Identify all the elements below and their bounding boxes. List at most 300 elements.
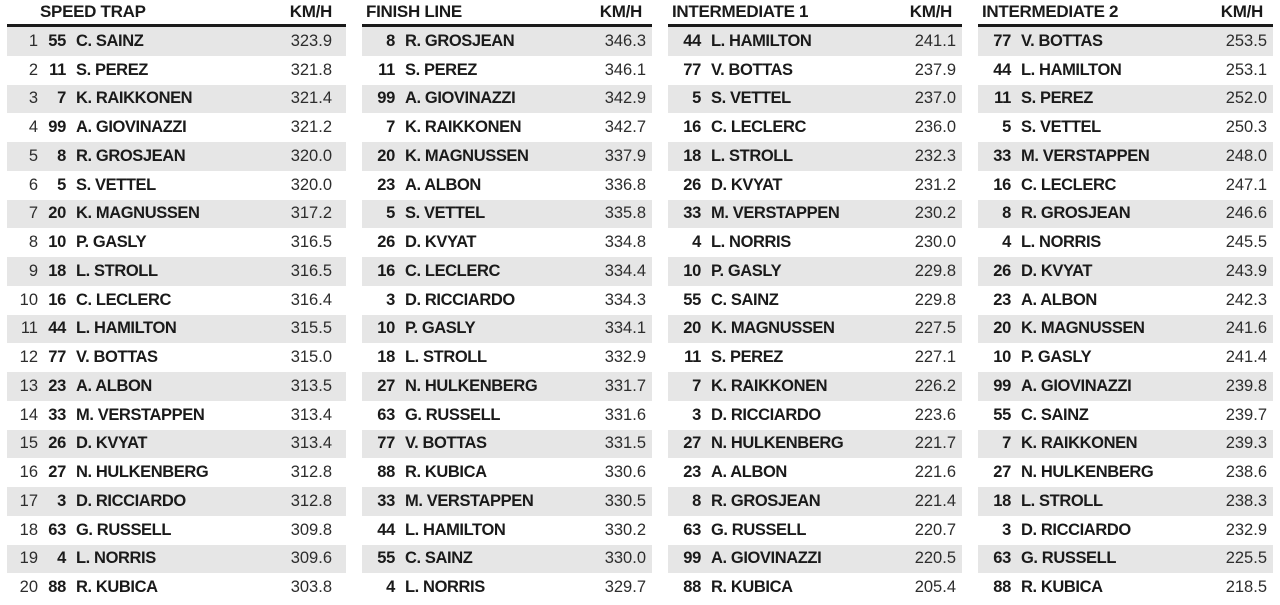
table-row xyxy=(668,545,962,574)
table-header-intermediate-1 xyxy=(668,0,962,27)
car-number-cell: 77 xyxy=(683,60,701,79)
speed-value-cell: 241.6 xyxy=(1225,319,1267,338)
table-header-finish-line xyxy=(362,0,652,27)
table-row xyxy=(362,545,652,574)
driver-name-cell: L. NORRIS xyxy=(1021,233,1101,252)
table-row xyxy=(362,27,652,56)
driver-name-cell: K. MAGNUSSEN xyxy=(1021,319,1145,338)
table-row xyxy=(978,228,1273,257)
speed-value-cell: 253.5 xyxy=(1225,31,1267,50)
table-row xyxy=(7,171,346,200)
driver-name-cell: R. KUBICA xyxy=(76,578,158,597)
table-row xyxy=(7,85,346,114)
table-row xyxy=(978,458,1273,487)
speed-value-cell: 205.4 xyxy=(914,578,956,597)
car-number-cell: 33 xyxy=(993,146,1011,165)
speed-value-cell: 312.8 xyxy=(290,491,332,510)
position-cell: 18 xyxy=(19,520,38,539)
table-row xyxy=(978,315,1273,344)
driver-name-cell: K. MAGNUSSEN xyxy=(711,319,835,338)
driver-name-cell: S. VETTEL xyxy=(711,89,791,108)
speed-value-cell: 315.0 xyxy=(290,348,332,367)
position-cell: 13 xyxy=(19,376,38,395)
position-cell: 17 xyxy=(19,491,38,510)
car-number-cell: 8 xyxy=(57,146,66,165)
car-number-cell: 27 xyxy=(993,463,1011,482)
table-header-intermediate-2 xyxy=(978,0,1273,27)
driver-name-cell: R. KUBICA xyxy=(711,578,793,597)
speed-value-cell: 229.8 xyxy=(914,290,956,309)
speed-value-cell: 346.3 xyxy=(604,31,646,50)
car-number-cell: 44 xyxy=(683,31,701,50)
table-row xyxy=(362,113,652,142)
table-row xyxy=(978,545,1273,574)
position-cell: 14 xyxy=(19,405,38,424)
driver-name-cell: C. LECLERC xyxy=(405,261,501,280)
car-number-cell: 63 xyxy=(48,520,66,539)
table-row xyxy=(978,573,1273,602)
speed-value-cell: 253.1 xyxy=(1225,60,1267,79)
speed-value-cell: 230.0 xyxy=(914,233,956,252)
table-row xyxy=(978,142,1273,171)
speed-value-cell: 330.6 xyxy=(604,463,646,482)
position-cell: 20 xyxy=(19,578,38,597)
driver-name-cell: K. RAIKKONEN xyxy=(711,376,828,395)
car-number-cell: 27 xyxy=(48,463,66,482)
driver-name-cell: M. VERSTAPPEN xyxy=(1021,146,1150,165)
speed-value-cell: 221.4 xyxy=(914,491,956,510)
speed-value-cell: 330.2 xyxy=(604,520,646,539)
table-row xyxy=(7,142,346,171)
car-number-cell: 20 xyxy=(377,146,395,165)
speed-value-cell: 238.3 xyxy=(1225,491,1267,510)
unit-label: KM/H xyxy=(289,2,332,21)
table-row xyxy=(668,286,962,315)
car-number-cell: 77 xyxy=(993,31,1011,50)
car-number-cell: 23 xyxy=(377,175,395,194)
car-number-cell: 27 xyxy=(683,434,701,453)
driver-name-cell: K. MAGNUSSEN xyxy=(76,204,200,223)
table-row xyxy=(978,85,1273,114)
car-number-cell: 8 xyxy=(1002,204,1011,223)
driver-name-cell: V. BOTTAS xyxy=(405,434,487,453)
table-row xyxy=(362,228,652,257)
car-number-cell: 55 xyxy=(683,290,701,309)
position-cell: 12 xyxy=(19,348,38,367)
speed-value-cell: 334.4 xyxy=(604,261,646,280)
car-number-cell: 88 xyxy=(377,463,395,482)
driver-name-cell: C. SAINZ xyxy=(1021,405,1089,424)
table-rows-finish-line xyxy=(362,27,652,602)
speed-value-cell: 316.4 xyxy=(290,290,332,309)
speed-value-cell: 238.6 xyxy=(1225,463,1267,482)
car-number-cell: 55 xyxy=(993,405,1011,424)
table-row xyxy=(362,85,652,114)
table-rows-speed-trap xyxy=(7,27,346,602)
car-number-cell: 88 xyxy=(993,578,1011,597)
table-row xyxy=(978,401,1273,430)
table-row xyxy=(7,113,346,142)
table-row xyxy=(978,430,1273,459)
car-number-cell: 3 xyxy=(386,290,395,309)
car-number-cell: 5 xyxy=(57,175,66,194)
table-row xyxy=(362,56,652,85)
driver-name-cell: S. VETTEL xyxy=(405,204,485,223)
table-row xyxy=(978,113,1273,142)
car-number-cell: 16 xyxy=(993,175,1011,194)
driver-name-cell: C. LECLERC xyxy=(711,118,807,137)
speed-value-cell: 231.2 xyxy=(914,175,956,194)
speed-value-cell: 232.9 xyxy=(1225,520,1267,539)
driver-name-cell: V. BOTTAS xyxy=(1021,31,1103,50)
driver-name-cell: L. NORRIS xyxy=(711,233,791,252)
driver-name-cell: C. SAINZ xyxy=(405,549,473,568)
car-number-cell: 3 xyxy=(57,491,66,510)
table-row xyxy=(362,343,652,372)
car-number-cell: 27 xyxy=(377,376,395,395)
speed-value-cell: 230.2 xyxy=(914,204,956,223)
driver-name-cell: C. SAINZ xyxy=(76,31,144,50)
driver-name-cell: A. GIOVINAZZI xyxy=(1021,376,1132,395)
speed-value-cell: 321.4 xyxy=(290,89,332,108)
speed-value-cell: 245.5 xyxy=(1225,233,1267,252)
car-number-cell: 5 xyxy=(692,89,701,108)
driver-name-cell: P. GASLY xyxy=(711,261,782,280)
car-number-cell: 44 xyxy=(993,60,1011,79)
speed-value-cell: 332.9 xyxy=(604,348,646,367)
speed-value-cell: 239.8 xyxy=(1225,376,1267,395)
driver-name-cell: G. RUSSELL xyxy=(76,520,172,539)
driver-name-cell: A. GIOVINAZZI xyxy=(711,549,822,568)
speed-value-cell: 227.5 xyxy=(914,319,956,338)
speed-value-cell: 239.7 xyxy=(1225,405,1267,424)
car-number-cell: 16 xyxy=(48,290,66,309)
table-row xyxy=(7,372,346,401)
driver-name-cell: L. HAMILTON xyxy=(405,520,506,539)
car-number-cell: 10 xyxy=(993,348,1011,367)
car-number-cell: 33 xyxy=(48,405,66,424)
table-title: SPEED TRAP xyxy=(40,2,146,21)
car-number-cell: 26 xyxy=(993,261,1011,280)
driver-name-cell: R. GROSJEAN xyxy=(1021,204,1131,223)
speed-value-cell: 334.1 xyxy=(604,319,646,338)
table-row xyxy=(668,171,962,200)
car-number-cell: 33 xyxy=(377,491,395,510)
speed-value-cell: 227.1 xyxy=(914,348,956,367)
table-row xyxy=(7,343,346,372)
speed-value-cell: 242.3 xyxy=(1225,290,1267,309)
driver-name-cell: D. KVYAT xyxy=(76,434,148,453)
car-number-cell: 8 xyxy=(386,31,395,50)
driver-name-cell: L. STROLL xyxy=(405,348,487,367)
speed-value-cell: 331.6 xyxy=(604,405,646,424)
driver-name-cell: L. HAMILTON xyxy=(1021,60,1122,79)
table-row xyxy=(362,458,652,487)
speed-value-cell: 342.7 xyxy=(604,118,646,137)
table-row xyxy=(668,27,962,56)
car-number-cell: 77 xyxy=(48,348,66,367)
car-number-cell: 5 xyxy=(386,204,395,223)
car-number-cell: 5 xyxy=(1002,118,1011,137)
table-row xyxy=(7,286,346,315)
driver-name-cell: D. KVYAT xyxy=(405,233,477,252)
speed-value-cell: 316.5 xyxy=(290,233,332,252)
driver-name-cell: A. ALBON xyxy=(1021,290,1097,309)
driver-name-cell: D. KVYAT xyxy=(1021,261,1093,280)
car-number-cell: 16 xyxy=(683,118,701,137)
car-number-cell: 63 xyxy=(377,405,395,424)
speed-value-cell: 329.7 xyxy=(604,578,646,597)
table-row xyxy=(668,200,962,229)
position-cell: 6 xyxy=(28,175,38,194)
position-cell: 16 xyxy=(19,463,38,482)
speed-value-cell: 331.7 xyxy=(604,376,646,395)
table-row xyxy=(668,516,962,545)
car-number-cell: 20 xyxy=(683,319,701,338)
car-number-cell: 44 xyxy=(48,319,66,338)
speed-value-cell: 320.0 xyxy=(290,175,332,194)
table-row xyxy=(362,487,652,516)
car-number-cell: 88 xyxy=(48,578,66,597)
speed-value-cell: 320.0 xyxy=(290,146,332,165)
table-row xyxy=(668,573,962,602)
driver-name-cell: A. GIOVINAZZI xyxy=(405,89,516,108)
car-number-cell: 23 xyxy=(48,376,66,395)
driver-name-cell: N. HULKENBERG xyxy=(711,434,844,453)
table-title: INTERMEDIATE 2 xyxy=(982,2,1119,21)
driver-name-cell: A. ALBON xyxy=(711,463,787,482)
car-number-cell: 55 xyxy=(377,549,395,568)
speed-value-cell: 331.5 xyxy=(604,434,646,453)
position-cell: 9 xyxy=(28,261,38,280)
table-title: FINISH LINE xyxy=(366,2,462,21)
position-cell: 2 xyxy=(28,60,38,79)
driver-name-cell: L. NORRIS xyxy=(405,578,485,597)
driver-name-cell: R. KUBICA xyxy=(1021,578,1103,597)
table-row xyxy=(978,27,1273,56)
table-row xyxy=(7,56,346,85)
speed-value-cell: 246.6 xyxy=(1225,204,1267,223)
table-row xyxy=(362,286,652,315)
table-row xyxy=(7,458,346,487)
speed-value-cell: 309.6 xyxy=(290,549,332,568)
table-row xyxy=(668,430,962,459)
table-row xyxy=(362,200,652,229)
car-number-cell: 16 xyxy=(377,261,395,280)
table-row xyxy=(668,458,962,487)
table-finish-line xyxy=(362,0,652,602)
driver-name-cell: P. GASLY xyxy=(405,319,476,338)
car-number-cell: 18 xyxy=(377,348,395,367)
car-number-cell: 10 xyxy=(377,319,395,338)
speed-value-cell: 241.4 xyxy=(1225,348,1267,367)
speed-value-cell: 313.4 xyxy=(290,405,332,424)
driver-name-cell: M. VERSTAPPEN xyxy=(711,204,840,223)
table-row xyxy=(668,372,962,401)
car-number-cell: 63 xyxy=(993,549,1011,568)
speed-value-cell: 225.5 xyxy=(1225,549,1267,568)
car-number-cell: 99 xyxy=(993,376,1011,395)
speed-value-cell: 226.2 xyxy=(914,376,956,395)
table-rows-intermediate-2 xyxy=(978,27,1273,602)
driver-name-cell: A. ALBON xyxy=(76,376,152,395)
driver-name-cell: G. RUSSELL xyxy=(405,405,501,424)
speed-value-cell: 239.3 xyxy=(1225,434,1267,453)
table-row xyxy=(362,315,652,344)
driver-name-cell: L. STROLL xyxy=(1021,491,1103,510)
car-number-cell: 88 xyxy=(683,578,701,597)
driver-name-cell: A. ALBON xyxy=(405,175,481,194)
table-row xyxy=(7,430,346,459)
speed-value-cell: 229.8 xyxy=(914,261,956,280)
car-number-cell: 26 xyxy=(683,175,701,194)
table-rows-intermediate-1 xyxy=(668,27,962,602)
car-number-cell: 26 xyxy=(377,233,395,252)
driver-name-cell: L. HAMILTON xyxy=(76,319,177,338)
driver-name-cell: M. VERSTAPPEN xyxy=(76,405,205,424)
driver-name-cell: L. HAMILTON xyxy=(711,31,812,50)
car-number-cell: 11 xyxy=(49,60,66,79)
speed-value-cell: 248.0 xyxy=(1225,146,1267,165)
table-row xyxy=(7,228,346,257)
driver-name-cell: A. GIOVINAZZI xyxy=(76,118,187,137)
table-row xyxy=(668,343,962,372)
unit-label: KM/H xyxy=(1220,2,1263,21)
table-row xyxy=(978,372,1273,401)
position-cell: 11 xyxy=(20,319,38,338)
table-row xyxy=(978,343,1273,372)
speed-value-cell: 221.6 xyxy=(914,463,956,482)
speed-value-cell: 336.8 xyxy=(604,175,646,194)
driver-name-cell: L. STROLL xyxy=(76,261,158,280)
position-cell: 19 xyxy=(19,549,38,568)
speed-value-cell: 218.5 xyxy=(1225,578,1267,597)
speed-value-cell: 247.1 xyxy=(1225,175,1267,194)
table-row xyxy=(978,286,1273,315)
speed-value-cell: 330.5 xyxy=(604,491,646,510)
driver-name-cell: V. BOTTAS xyxy=(76,348,158,367)
table-row xyxy=(362,257,652,286)
speed-value-cell: 317.2 xyxy=(290,204,332,223)
speed-value-cell: 312.8 xyxy=(290,463,332,482)
car-number-cell: 20 xyxy=(993,319,1011,338)
speed-value-cell: 330.0 xyxy=(604,549,646,568)
table-row xyxy=(978,56,1273,85)
driver-name-cell: K. MAGNUSSEN xyxy=(405,146,529,165)
speed-value-cell: 334.3 xyxy=(604,290,646,309)
driver-name-cell: S. PEREZ xyxy=(1021,89,1093,108)
driver-name-cell: S. VETTEL xyxy=(76,175,156,194)
speed-value-cell: 337.9 xyxy=(604,146,646,165)
driver-name-cell: D. RICCIARDO xyxy=(76,491,186,510)
driver-name-cell: C. LECLERC xyxy=(1021,175,1117,194)
speed-value-cell: 303.8 xyxy=(290,578,332,597)
car-number-cell: 4 xyxy=(386,578,395,597)
car-number-cell: 63 xyxy=(683,520,701,539)
position-cell: 8 xyxy=(28,233,38,252)
table-row xyxy=(978,257,1273,286)
table-header-speed-trap xyxy=(7,0,346,27)
table-row xyxy=(978,516,1273,545)
car-number-cell: 99 xyxy=(377,89,395,108)
car-number-cell: 99 xyxy=(48,118,66,137)
driver-name-cell: R. GROSJEAN xyxy=(405,31,515,50)
unit-label: KM/H xyxy=(599,2,642,21)
driver-name-cell: D. RICCIARDO xyxy=(711,405,821,424)
speed-value-cell: 221.7 xyxy=(914,434,956,453)
car-number-cell: 3 xyxy=(1002,520,1011,539)
table-intermediate-2 xyxy=(978,0,1273,602)
driver-name-cell: C. LECLERC xyxy=(76,290,172,309)
driver-name-cell: D. RICCIARDO xyxy=(1021,520,1131,539)
driver-name-cell: L. NORRIS xyxy=(76,549,156,568)
speed-value-cell: 232.3 xyxy=(914,146,956,165)
driver-name-cell: R. GROSJEAN xyxy=(76,146,186,165)
car-number-cell: 44 xyxy=(377,520,395,539)
table-row xyxy=(668,487,962,516)
car-number-cell: 10 xyxy=(683,261,701,280)
driver-name-cell: P. GASLY xyxy=(1021,348,1092,367)
car-number-cell: 4 xyxy=(57,549,66,568)
speed-value-cell: 237.9 xyxy=(914,60,956,79)
car-number-cell: 33 xyxy=(683,204,701,223)
table-row xyxy=(7,27,346,56)
table-row xyxy=(978,200,1273,229)
speed-value-cell: 335.8 xyxy=(604,204,646,223)
driver-name-cell: D. KVYAT xyxy=(711,175,783,194)
table-row xyxy=(7,545,346,574)
table-row xyxy=(362,430,652,459)
table-row xyxy=(668,228,962,257)
driver-name-cell: N. HULKENBERG xyxy=(405,376,538,395)
driver-name-cell: S. PEREZ xyxy=(711,348,783,367)
car-number-cell: 55 xyxy=(48,31,66,50)
speed-value-cell: 237.0 xyxy=(914,89,956,108)
table-row xyxy=(978,171,1273,200)
driver-name-cell: M. VERSTAPPEN xyxy=(405,491,534,510)
speed-value-cell: 334.8 xyxy=(604,233,646,252)
car-number-cell: 10 xyxy=(48,233,66,252)
table-row xyxy=(7,401,346,430)
driver-name-cell: S. PEREZ xyxy=(76,60,148,79)
speed-value-cell: 309.8 xyxy=(290,520,332,539)
car-number-cell: 4 xyxy=(1002,233,1011,252)
position-cell: 7 xyxy=(28,204,38,223)
speed-value-cell: 342.9 xyxy=(604,89,646,108)
position-cell: 15 xyxy=(19,434,38,453)
table-row xyxy=(668,113,962,142)
car-number-cell: 3 xyxy=(692,405,701,424)
driver-name-cell: G. RUSSELL xyxy=(711,520,807,539)
position-cell: 3 xyxy=(28,89,38,108)
speed-value-cell: 243.9 xyxy=(1225,261,1267,280)
driver-name-cell: S. VETTEL xyxy=(1021,118,1101,137)
driver-name-cell: G. RUSSELL xyxy=(1021,549,1117,568)
speed-value-cell: 346.1 xyxy=(604,60,646,79)
car-number-cell: 7 xyxy=(1002,434,1011,453)
speed-value-cell: 220.5 xyxy=(914,549,956,568)
position-cell: 10 xyxy=(19,290,38,309)
table-row xyxy=(7,573,346,602)
car-number-cell: 18 xyxy=(48,261,66,280)
speed-value-cell: 313.4 xyxy=(290,434,332,453)
car-number-cell: 23 xyxy=(683,463,701,482)
driver-name-cell: K. RAIKKONEN xyxy=(76,89,193,108)
table-row xyxy=(7,200,346,229)
driver-name-cell: K. RAIKKONEN xyxy=(405,118,522,137)
table-row xyxy=(668,315,962,344)
driver-name-cell: R. GROSJEAN xyxy=(711,491,821,510)
